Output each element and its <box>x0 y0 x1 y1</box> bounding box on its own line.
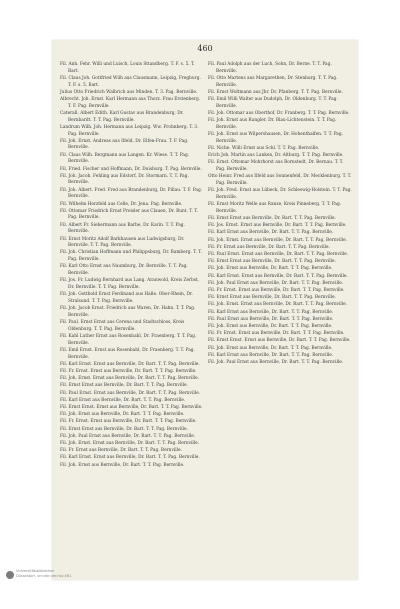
register-entry: Fil. Joh. Paul Ernst aus Bernville, Dr. Bart. T. T. Pag. Bernville. <box>60 433 196 439</box>
library-logo-icon <box>6 571 14 579</box>
register-entry: Fil. Paul Adolph aus der Luch, Sohn, Dr. Berne. T. T. Pag. Bernville. <box>208 62 332 74</box>
register-entry: Erich Joh. Martin aus Lanken, Dr. Altburg. T. T. Pag. Bernville. <box>208 153 344 159</box>
register-entry: Fil. Joh. Ernst aus Bernville, Dr. Bart. T. T. Pag. Bernville. <box>208 345 333 351</box>
register-entry: Fil. Paul Ernst. Ernst aus Bernville, Dr. Bart. T. T. Pag. Bernville. <box>208 251 348 257</box>
register-entry: Fil. Ottomar Friedrich Ernst Preisler aus Clauen, Dr. Bunt. T. T. Pag. Bernville. <box>60 208 198 221</box>
register-entry: Fil. Joh. Jacob Ernst. Friedrich aus Waren, Dr. Hahn. T. T. Pag. Bernville. <box>60 306 196 318</box>
register-entry: Fil. Joh. Christian Hoffmann und Philippsburg, Dr. Bamberg. T. T. Pag. Bernville. <box>60 250 202 263</box>
register-entry: Fil. Ernst Ernst. Ernst aus Bernville, Dr. Bart. T. T. Pag. Bernville. <box>208 338 351 344</box>
register-entry: Fil. Ernst Moritz Welle aus Ranze, Kreis Pinneberg. T. T. Pag. Bernville. <box>208 202 342 214</box>
register-entry: Fil. Otto Martens aus Margarethen, Dr. Stenburg. T. T. Pag. Bernville. <box>208 75 338 88</box>
register-entry: Fil. Claus Joh. Gottfried Wilh aus Clausmann, Leipzig, Fregburg. T. F. s. 5. Bart. <box>60 75 201 88</box>
register-entry: Fil. Claus Wilh. Bergmann aus Langen. Kr. Wiese. T. T. Pag. Bernville. <box>60 152 190 165</box>
register-entry: Fil. Karl Ernst. Ernst aus Bernville, Dr. Bart. T. T. Pag. Bernville. <box>60 455 200 461</box>
right-column <box>208 62 352 367</box>
register-entry: Fil. Fried. Fischer und Hoffmann, Dr. Duisburg. T. Pag. Bernville. <box>60 166 202 172</box>
register-entry: Fil. Joh. Ernst. Ernst aus Bernville, Dr. Bart. T. T. Pag. Bernville. <box>60 440 200 446</box>
watermark-text <box>16 569 71 578</box>
left-column <box>60 62 204 470</box>
register-entry: Fil. Albert Fr. Siebermann aus Barbe, Dr. Karin. T. T. Pag. Bernville. <box>60 222 185 235</box>
register-entry: Fil. Joh. Paul Ernst aus Bernville, Dr. Bart. T. T. Pag. Bernville. <box>208 280 344 286</box>
register-entry: Fil. Joh. Ernst aus Bernville, Dr. Bart. T. T. Pag. Bernville. <box>60 412 185 418</box>
register-entry: Fil. Joh. Ottomar aus Oberthof, Dr. Franberg. T. T. Pag. Bernville. <box>208 110 350 116</box>
register-entry: Fil. Fr. Ernst. Ernst aus Bernville, Dr. Bart. T. T. Pag. Bernville. <box>60 368 197 374</box>
register-entry: Fil. Fr. Ernst aus Bernville, Dr. Bart. T. T. Pag. Bernville. <box>208 244 330 250</box>
register-entry: Fil. Joh. Gotthold Ernst Ferdinand aus Halle. Ober-Rhein, Dr. Stralsund. T. T. Pag. Bernville. <box>60 292 193 304</box>
register-entry: Fil. Karl Ernst aus Bernville, Dr. Bart. T. T. Pag. Bernville. <box>60 397 186 403</box>
register-entry: Fil. Fr. Ernst. Ernst aus Bernville, Dr. Bart. T. T. Pag. Bernville. <box>208 288 345 293</box>
register-entry: Fil. Fr. Ernst aus Bernville, Dr. Bart. T. T. Pag. Bernville. <box>60 448 182 454</box>
register-entry: Landrum Wilh. Joh. Hermann aus Leipzig. Ww. Frohnberg. T. 3. Pag. Bernville. <box>60 124 199 137</box>
register-entry: Fil. Jos. Ernst. Ernst aus Bernville, Dr. Bart. T. T. Pag. Bernville. <box>208 223 347 229</box>
register-entry: Fil. Ernst Ernst aus Bernville, Dr. Bart. T. T. Pag. Bernville. <box>60 426 188 432</box>
register-entry: Fil. Joh. Ernst aus Bernville, Dr. Bart. T. T. Pag. Bernville. <box>60 462 185 468</box>
register-entry: Caterall. Albert Edith. Karl Gustav aus Brandenburg, Dr. Bernbardt. T. T. Pag. Bernville. <box>60 110 184 123</box>
document-page <box>52 40 358 580</box>
register-entry: Julius Otto Friedrich Walbrich aus Minden. T. 3. Pag. Bernville. <box>60 89 198 95</box>
watermark-line-1: Universitätsbibliothek <box>16 569 55 573</box>
register-entry: Fil. Emil Willi Walter aus Dudolph, Dr. Oldenburg. T. T. Pag. Bernville. <box>208 97 338 109</box>
register-entry: Fil. Joh. Fred. Ernst aus Lübeck, Dr. Schleswig-Holstein. T. T. Pag. Bernville. <box>208 188 352 200</box>
register-entry: Fil. Joh. Ernst. Ernst aus Bernville, Dr. Bart. T. T. Pag. Bernville. <box>208 237 348 243</box>
register-entry: Fil. Ernst Ernst aus Bernville, Dr. Bart. T. T. Pag. Bernville. <box>60 383 188 389</box>
register-entry: Fil. Niche. Willi Ernst aus Schl. T. T. Pag. Bernville. <box>208 145 320 151</box>
register-entry: Fil. Joh. Ernst aus Rangler, Dr. Blau-Lichtenstein. T. T. Pag. Bernville. <box>208 118 337 130</box>
watermark-line-2: Düsseldorf, urn:nbn:de:hbz:061 <box>16 573 72 578</box>
register-entry: Fil. Joh. Ernst aus Wilpershausen, Dr. Hohenthalfen. T. T. Pag. Bernville. <box>208 132 343 144</box>
register-entry: Fil. Ernst Ernst aus Bernville, Dr. Bart. T. T. Pag. Bernville. <box>208 259 336 265</box>
register-entry: Fil. Fr. Ernst. Ernst aus Bernville, Dr. Bart. T. T. Pag. Bernville. <box>60 419 197 425</box>
register-entry: Fil. Karl Ernst. Ernst aus Bernville, Dr. Bart. T. T. Pag. Bernville. <box>208 273 348 279</box>
register-entry: Fil. Paul Ernst. Ernst aus Bernville, Dr. Bart. T. T. Pag. Bernville. <box>60 390 200 396</box>
register-entry: Fil. Karl Otto Ernst aus Naumburg, Dr. Bernville. T. T. Pag. Bernville. <box>60 264 188 277</box>
register-entry: Fil. Karl Ernst aus Bernville, Dr. Bart. T. T. Pag. Bernville. <box>208 230 334 236</box>
register-entry: Fil. Karl Ernst. Ernst aus Bernville, Dr. Bart. T. T. Pag. Bernville. <box>60 361 200 367</box>
register-entry: Fil. Joh. Ernst. Andreas aus Ilfeld, Dr. Elfen-Frau. T. F. Pag. Bernville. <box>60 138 189 151</box>
register-entry: Fil. Karl Ernst aus Bernville, Dr. Bart. T. T. Pag. Bernville. <box>208 352 334 358</box>
register-entry: Fil. Emil Ernst. Ernst aus Rosenbahl, Dr. Fraenberg. T. T. Pag. Bernville. <box>60 347 195 360</box>
register-entry: Otto Heinr. Fred aus Ilfeld aus Sonnenfeld, Dr. Mecklenburg. T. T. Pag. Bernville. <box>208 174 352 186</box>
register-entry: Fil. Joh. Ernst. Ernst aus Bernville, Dr. Bart. T. T. Pag. Bernville. <box>60 376 200 382</box>
register-entry: Fil. Ernst Ernst aus Bernville, Dr. Bart. T. T. Pag. Bernville. <box>208 295 336 301</box>
register-entry: Fil. Kahl Luther Ernst aus Rosenbahl, Dr. Fraenberg. T. T. Pag. Bernville. <box>60 333 197 346</box>
register-entry: Fil. Ernst Moritz Adolf Barkhausen aus Ludwigsburg, Dr. Bernville. T. T. Pag. Bernville. <box>60 236 185 249</box>
register-entry: Fil. Anh. Fehr. Willi und Luisch, Louis Sttandberg. T. F. s. 5. T. Bart. <box>60 62 195 74</box>
page-number: 460 <box>197 44 213 53</box>
register-entry: Fil. Joh. Paul Ernst aus Bernville, Dr. Bart. T. T. Pag. Bernville. <box>208 360 344 366</box>
register-entry: Fil. Ernst Woltmann aus Jhr. Dr. Pfanberg. T. T. Pag. Bernville. <box>208 89 343 95</box>
register-entry: Fil. Joh. Albert. Fred. Fred aus Brandenburg, Dr. Pillau. T. F. Pag. Bernville. <box>60 187 203 200</box>
library-watermark <box>6 569 72 583</box>
register-entry: Fil. Joh. Ernst. Ernst aus Bernville, Dr. Bart. T. T. Pag. Bernville. <box>208 302 348 308</box>
register-entry: Albrecht. Joh. Ernst. Karl Hermann aus Thorz. Frau Erstenberg. T. F. Pag. Bernville. <box>60 97 201 109</box>
register-entry: Fil. Ernst Ernst aus Bernville, Dr. Bart. T. T. Pag. Bernville. <box>208 215 336 221</box>
register-entry: Fil. Joh. Ernst aus Bernville, Dr. Bart. T. T. Pag. Bernville. <box>208 266 333 272</box>
register-entry: Fil. Paul Ernst aus Bernville, Dr. Bart. T. T. Pag. Bernville. <box>208 316 334 322</box>
register-entry: Fil. Wilhelm Herzfeld aus Celle, Dr. Jena. Pag. Bernville. <box>60 201 183 207</box>
register-entry: Fil. Fr. Ernst. Ernst aus Bernville, Dr. Bart. T. T. Pag. Bernville. <box>208 331 345 337</box>
register-entry: Fil. Ernst Ernst. Ernst aus Bernville, Dr. Bart. T. T. Pag. Bernville. <box>60 404 203 410</box>
register-entry: Fil. Joh. Ernst aus Bernville, Dr. Bart. T. T. Pag. Bernville. <box>208 324 333 330</box>
register-entry: Fil. Paul. Ernst Ernst aus Cerena und Stadtschloss, Kreis Oldenburg. T. T. Pag. Bernville. <box>60 320 185 332</box>
register-entry: Fil. Jos. Fr. Ludwig Bernhard aus Lang. Aranwold, Kreis Zerbst, Dr. Bernville. T. T. Pag. Bernville. <box>60 278 200 290</box>
register-entry: Fil. Joh. Jacob. Fehling aus Edstorf, Dr. Stormarn. T. T. Pag. Bernville. <box>60 173 189 186</box>
register-entry: Fil. Ernst. Ottomar Mohrhorst aus Bornstedt, Dr. Bernau. T. T. Pag. Bernville. <box>208 160 344 173</box>
register-entry: Fil. Karl Ernst aus Bernville, Dr. Bart. T. T. Pag. Bernville. <box>208 309 334 315</box>
